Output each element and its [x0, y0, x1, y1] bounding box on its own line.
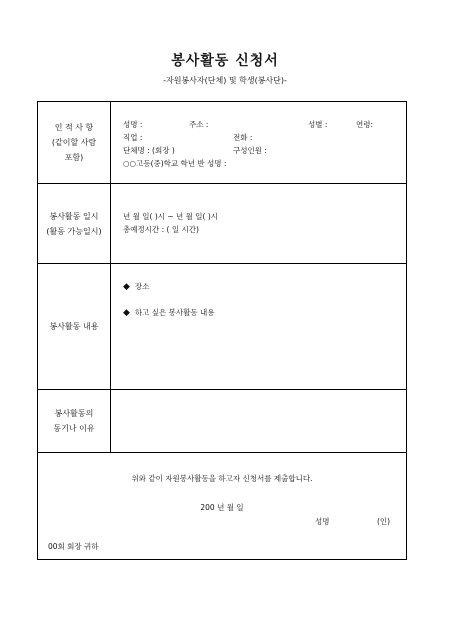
schedule-label-line: 봉사활동 일시	[49, 211, 99, 221]
submission-date: 200 년 월 일	[200, 503, 244, 512]
activity-row	[38, 264, 406, 390]
phone-field-label: 전화 :	[233, 133, 253, 142]
signer-name-label: 성명	[315, 517, 330, 526]
motive-label	[38, 390, 111, 452]
activity-desired-item	[123, 307, 215, 318]
personal-info-label-line: 포함)	[64, 153, 84, 162]
schedule-dates: 년 월 일( )시 ~ 년 월 일( )시	[123, 212, 219, 221]
age-field-label: 연령:	[356, 120, 374, 129]
personal-info-row	[38, 102, 406, 184]
group-field-label: 단체명 : (회장 )	[123, 146, 175, 155]
motive-label-line: 동기나 이유	[53, 424, 95, 433]
activity-label-line: 봉사활동 내용	[49, 322, 99, 331]
seal-label: (인)	[377, 517, 391, 526]
personal-info-label-line: 인 적 사 항	[54, 123, 94, 132]
recipient-label: 00회 회장 귀하	[48, 542, 99, 551]
personal-info-label	[38, 102, 111, 183]
address-field-label: 주소 :	[189, 120, 209, 129]
activity-place-item	[123, 281, 149, 292]
schedule-label-line: (활동 가능일시)	[46, 226, 102, 236]
schedule-label	[38, 184, 111, 263]
activity-place-label: 장소	[134, 282, 150, 291]
personal-info-label-line: (같이할 사람	[51, 138, 97, 147]
schedule-total-time: 총예정시간 : ( 일 시간)	[123, 225, 199, 234]
application-form-table	[37, 101, 407, 560]
gender-field-label: 성별 :	[308, 120, 328, 129]
motive-label-line: 봉사활동의	[54, 409, 94, 418]
activity-label	[38, 264, 111, 389]
diamond-bullet-icon: ◆	[123, 308, 130, 318]
submission-statement: 위와 같이 자원봉사활동을 하고자 신청서를 제출합니다.	[131, 474, 313, 483]
form-subtitle: -자원봉사자(단체) 및 학생(봉사단)-	[163, 76, 287, 85]
members-field-label: 구성인원 :	[233, 146, 267, 155]
job-field-label: 직업 :	[123, 133, 143, 142]
diamond-bullet-icon: ◆	[123, 282, 130, 292]
school-field-label: ○○고등(중)학교 학년 반 성명 :	[123, 159, 227, 168]
activity-desired-label: 하고 싶은 봉사활동 내용	[134, 308, 215, 317]
name-field-label: 성명 :	[123, 120, 143, 129]
motive-row	[38, 390, 406, 453]
schedule-row	[38, 184, 406, 264]
form-title: 봉사활동 신청서	[171, 53, 279, 69]
